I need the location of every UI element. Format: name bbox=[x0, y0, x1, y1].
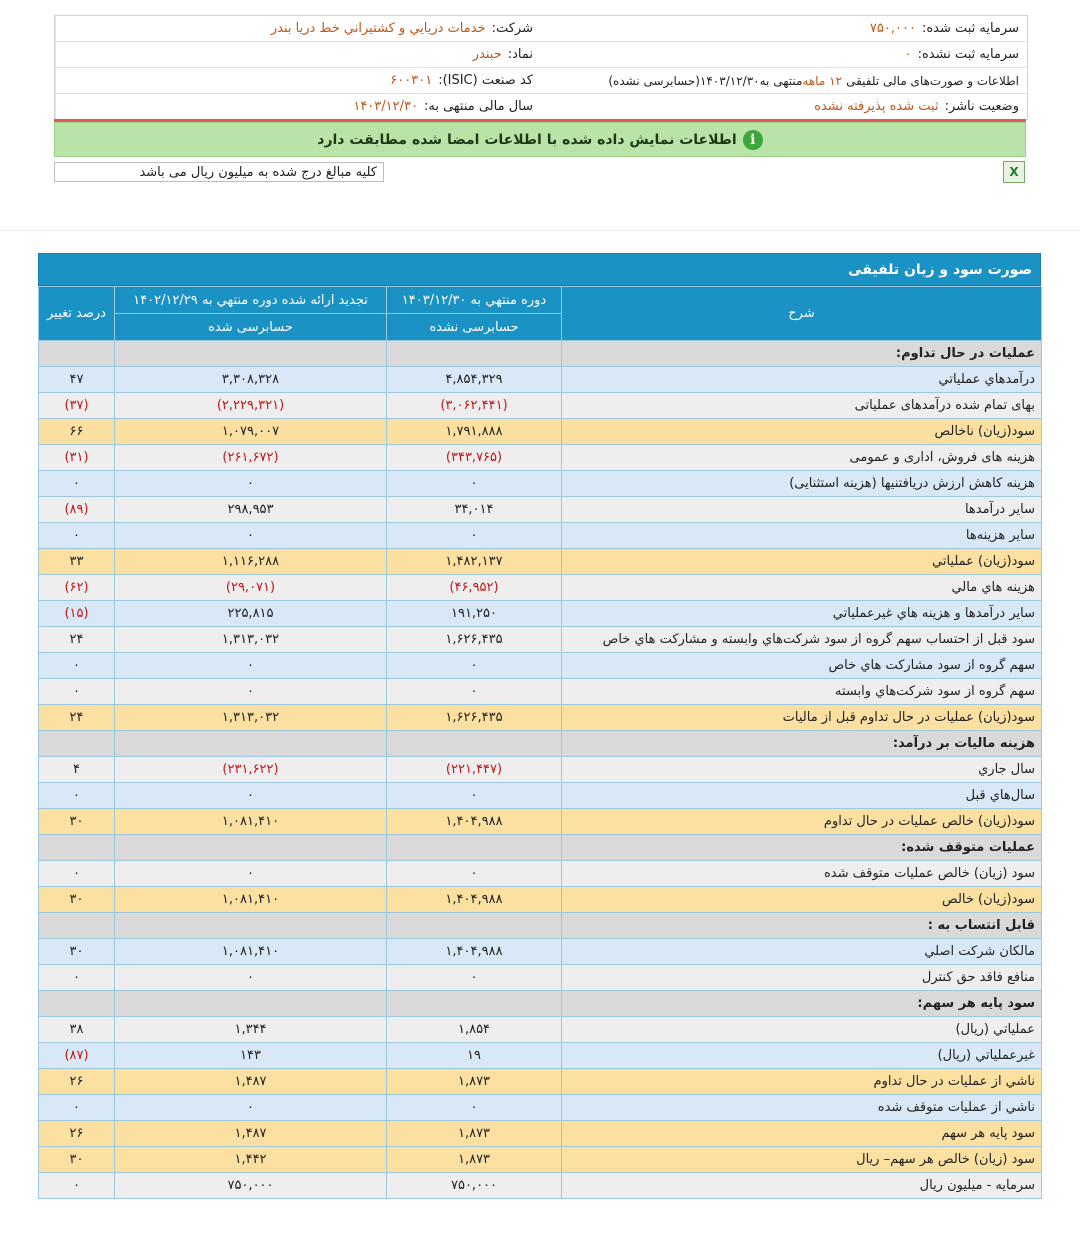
row-previous-value: ۱,۳۴۴ bbox=[115, 1017, 387, 1043]
row-previous-value: ۱,۰۸۱,۴۱۰ bbox=[115, 887, 387, 913]
row-change-percent: ۳۰ bbox=[39, 887, 115, 913]
section-header-row bbox=[39, 341, 1042, 367]
row-previous-value: ۱,۰۸۱,۴۱۰ bbox=[115, 939, 387, 965]
table-row bbox=[39, 809, 1042, 835]
report-description-cell bbox=[541, 68, 1027, 93]
row-current-value: (۳,۰۶۲,۴۴۱) bbox=[387, 393, 562, 419]
row-current-value: ۱,۸۷۳ bbox=[387, 1121, 562, 1147]
row-change-percent: (۳۱) bbox=[39, 445, 115, 471]
table-row bbox=[39, 1069, 1042, 1095]
row-description: سود پايه هر سهم bbox=[562, 1121, 1042, 1147]
section-header-row bbox=[39, 913, 1042, 939]
row-previous-value: ۰ bbox=[115, 783, 387, 809]
row-description: سهم گروه از سود مشارکت هاي خاص bbox=[562, 653, 1042, 679]
row-previous-value: ۰ bbox=[115, 1095, 387, 1121]
row-description: سال جاري bbox=[562, 757, 1042, 783]
row-change-percent: ۲۶ bbox=[39, 1069, 115, 1095]
symbol-value[interactable]: حبندر bbox=[472, 47, 502, 62]
row-description: سود(زيان) خالص عمليات در حال تداوم bbox=[562, 809, 1042, 835]
row-change-percent: ۳۰ bbox=[39, 809, 115, 835]
row-change-percent: ۰ bbox=[39, 523, 115, 549]
table-row bbox=[39, 861, 1042, 887]
header-change-percent: درصد تغییر bbox=[39, 287, 115, 341]
header-previous-period: تجدید ارائه شده دوره منتهي به ۱۴۰۲/۱۲/۲۹ bbox=[115, 287, 387, 314]
row-change-percent: (۸۷) bbox=[39, 1043, 115, 1069]
row-current-value: ۰ bbox=[387, 653, 562, 679]
row-previous-value: ۱,۴۸۷ bbox=[115, 1121, 387, 1147]
row-previous-value: ۰ bbox=[115, 471, 387, 497]
row-current-value: ۰ bbox=[387, 679, 562, 705]
row-description: منافع فاقد حق کنترل bbox=[562, 965, 1042, 991]
row-previous-value bbox=[115, 835, 387, 861]
excel-icon-glyph: X bbox=[1009, 165, 1019, 179]
info-row-isic bbox=[55, 68, 1027, 94]
row-previous-value: (۲۶۱,۶۷۲) bbox=[115, 445, 387, 471]
row-change-percent bbox=[39, 341, 115, 367]
row-current-value bbox=[387, 835, 562, 861]
isic-label: کد صنعت (ISIC): bbox=[438, 73, 533, 88]
row-change-percent: ۰ bbox=[39, 1173, 115, 1199]
row-previous-value: ۰ bbox=[115, 861, 387, 887]
row-previous-value: ۱,۳۱۳,۰۳۲ bbox=[115, 627, 387, 653]
row-previous-value: ۱,۰۷۹,۰۰۷ bbox=[115, 419, 387, 445]
table-row bbox=[39, 1121, 1042, 1147]
header-current-audit-status: حسابرسی نشده bbox=[387, 314, 562, 341]
row-description: عمليات در حال تداوم: bbox=[562, 341, 1042, 367]
company-info-box bbox=[54, 15, 1028, 120]
row-description: سود (زيان) خالص هر سهم– ريال bbox=[562, 1147, 1042, 1173]
row-description: بهای تمام شده درآمدهای عملیاتی bbox=[562, 393, 1042, 419]
info-row-symbol bbox=[55, 42, 1027, 68]
table-row bbox=[39, 783, 1042, 809]
symbol-cell bbox=[55, 42, 541, 67]
capital-registered-value: ۷۵۰,۰۰۰ bbox=[869, 21, 916, 36]
row-previous-value: (۲۳۱,۶۲۲) bbox=[115, 757, 387, 783]
row-current-value: ۰ bbox=[387, 1095, 562, 1121]
row-previous-value: ۰ bbox=[115, 653, 387, 679]
table-row bbox=[39, 965, 1042, 991]
row-description: سود(زيان) عمليات در حال تداوم قبل از ماليات bbox=[562, 705, 1042, 731]
row-description: سود قبل از احتساب سهم گروه از سود شرکت‌هاي وابسته و مشارکت هاي خاص bbox=[562, 627, 1042, 653]
row-current-value bbox=[387, 991, 562, 1017]
row-previous-value: ۱,۴۸۷ bbox=[115, 1069, 387, 1095]
row-description: مالکان شرکت اصلي bbox=[562, 939, 1042, 965]
company-cell bbox=[55, 16, 541, 41]
table-row bbox=[39, 393, 1042, 419]
row-change-percent: ۰ bbox=[39, 653, 115, 679]
row-description: سود (زيان) خالص عمليات متوقف شده bbox=[562, 861, 1042, 887]
row-description: غيرعملياتي (ريال) bbox=[562, 1043, 1042, 1069]
row-change-percent: (۸۹) bbox=[39, 497, 115, 523]
table-row bbox=[39, 939, 1042, 965]
row-previous-value bbox=[115, 341, 387, 367]
row-change-percent bbox=[39, 991, 115, 1017]
row-current-value: (۴۶,۹۵۲) bbox=[387, 575, 562, 601]
company-label: شرکت: bbox=[491, 21, 533, 36]
row-previous-value: ۷۵۰,۰۰۰ bbox=[115, 1173, 387, 1199]
row-description: سهم گروه از سود شرکت‌هاي وابسته bbox=[562, 679, 1042, 705]
row-current-value: ۱,۸۷۳ bbox=[387, 1069, 562, 1095]
report-title: صورت سود و زیان تلفیقی bbox=[38, 253, 1041, 286]
row-description: ناشي از عمليات متوقف شده bbox=[562, 1095, 1042, 1121]
report-description-period: ۱۲ ماهه bbox=[802, 73, 842, 88]
row-description: هزينه ماليات بر درآمد: bbox=[562, 731, 1042, 757]
row-description: سود(زيان) عملياتي bbox=[562, 549, 1042, 575]
capital-registered-cell bbox=[541, 16, 1027, 41]
row-description: هزينه هاي مالي bbox=[562, 575, 1042, 601]
table-row bbox=[39, 1095, 1042, 1121]
row-previous-value: ۱,۰۸۱,۴۱۰ bbox=[115, 809, 387, 835]
info-row-fiscal-year bbox=[55, 94, 1027, 119]
row-previous-value: ۳,۳۰۸,۳۲۸ bbox=[115, 367, 387, 393]
row-description: درآمدهاي عملياتي bbox=[562, 367, 1042, 393]
excel-icon[interactable] bbox=[1003, 161, 1025, 183]
income-statement-table bbox=[38, 286, 1042, 1199]
capital-unregistered-label: سرمایه ثبت نشده: bbox=[917, 47, 1019, 62]
section-header-row bbox=[39, 731, 1042, 757]
row-current-value: ۱,۷۹۱,۸۸۸ bbox=[387, 419, 562, 445]
row-description: سایر هزینه‌ها bbox=[562, 523, 1042, 549]
row-current-value: ۰ bbox=[387, 965, 562, 991]
row-previous-value: (۲,۲۲۹,۳۲۱) bbox=[115, 393, 387, 419]
row-current-value bbox=[387, 913, 562, 939]
row-change-percent: ۴ bbox=[39, 757, 115, 783]
capital-unregistered-cell bbox=[541, 42, 1027, 67]
fiscal-year-cell bbox=[55, 94, 541, 119]
row-change-percent: (۱۵) bbox=[39, 601, 115, 627]
row-change-percent: ۰ bbox=[39, 471, 115, 497]
row-current-value: ۱۹۱,۲۵۰ bbox=[387, 601, 562, 627]
row-change-percent: ۲۶ bbox=[39, 1121, 115, 1147]
row-previous-value: ۲۲۵,۸۱۵ bbox=[115, 601, 387, 627]
table-row bbox=[39, 887, 1042, 913]
row-change-percent: ۰ bbox=[39, 861, 115, 887]
report-description-status: (حسابرسی نشده) bbox=[608, 73, 700, 88]
row-current-value bbox=[387, 731, 562, 757]
row-previous-value: ۱,۳۱۳,۰۳۲ bbox=[115, 705, 387, 731]
section-separator bbox=[0, 230, 1080, 231]
row-description: ساير درآمدها و هزينه هاي غيرعملياتي bbox=[562, 601, 1042, 627]
row-change-percent: ۳۳ bbox=[39, 549, 115, 575]
section-header-row bbox=[39, 991, 1042, 1017]
row-description: سود پايه هر سهم: bbox=[562, 991, 1042, 1017]
row-description: عمليات متوقف شده: bbox=[562, 835, 1042, 861]
row-description: سال‌هاي قبل bbox=[562, 783, 1042, 809]
table-row bbox=[39, 1017, 1042, 1043]
row-change-percent: ۴۷ bbox=[39, 367, 115, 393]
isic-value: ۶۰۰۳۰۱ bbox=[390, 73, 433, 88]
isic-cell bbox=[55, 68, 541, 93]
table-row bbox=[39, 523, 1042, 549]
report-description-date: ۱۴۰۳/۱۲/۳۰ bbox=[699, 73, 760, 88]
table-row bbox=[39, 367, 1042, 393]
table-row bbox=[39, 653, 1042, 679]
table-row bbox=[39, 1147, 1042, 1173]
row-description: سرمايه - ميليون ريال bbox=[562, 1173, 1042, 1199]
row-change-percent: ۲۴ bbox=[39, 705, 115, 731]
table-row bbox=[39, 445, 1042, 471]
row-change-percent: ۰ bbox=[39, 965, 115, 991]
row-previous-value: ۰ bbox=[115, 679, 387, 705]
row-current-value: ۱۹ bbox=[387, 1043, 562, 1069]
table-row bbox=[39, 497, 1042, 523]
row-change-percent: ۳۰ bbox=[39, 939, 115, 965]
table-row bbox=[39, 549, 1042, 575]
row-previous-value: ۰ bbox=[115, 965, 387, 991]
row-change-percent: ۳۸ bbox=[39, 1017, 115, 1043]
row-previous-value: ۰ bbox=[115, 523, 387, 549]
unit-note: کلیه مبالغ درج شده به میلیون ریال می باشد bbox=[54, 162, 384, 182]
report-description-pre: اطلاعات و صورت‌های مالی تلفیقی bbox=[846, 73, 1019, 88]
row-previous-value: ۱,۱۱۶,۲۸۸ bbox=[115, 549, 387, 575]
row-current-value: ۱,۴۰۴,۹۸۸ bbox=[387, 939, 562, 965]
row-change-percent: ۶۶ bbox=[39, 419, 115, 445]
row-description: قابل انتساب به : bbox=[562, 913, 1042, 939]
row-change-percent bbox=[39, 913, 115, 939]
row-previous-value bbox=[115, 991, 387, 1017]
company-value: خدمات دريايي و كشتيراني خط دريا بندر bbox=[270, 21, 486, 36]
fiscal-year-label: سال مالی منتهی به: bbox=[423, 99, 533, 114]
row-change-percent: ۰ bbox=[39, 783, 115, 809]
header-description: شرح bbox=[562, 287, 1042, 341]
row-change-percent: (۳۷) bbox=[39, 393, 115, 419]
row-description: هزینه های فروش، اداری و عمومی bbox=[562, 445, 1042, 471]
row-current-value: ۰ bbox=[387, 523, 562, 549]
verification-notice bbox=[54, 122, 1026, 157]
capital-registered-label: سرمایه ثبت شده: bbox=[921, 21, 1019, 36]
table-row bbox=[39, 705, 1042, 731]
row-current-value: ۱,۴۰۴,۹۸۸ bbox=[387, 887, 562, 913]
table-row bbox=[39, 679, 1042, 705]
table-row bbox=[39, 1173, 1042, 1199]
row-current-value bbox=[387, 341, 562, 367]
table-row bbox=[39, 757, 1042, 783]
row-description: سود(زيان) ناخالص bbox=[562, 419, 1042, 445]
row-current-value: ۱,۴۸۲,۱۳۷ bbox=[387, 549, 562, 575]
row-previous-value bbox=[115, 913, 387, 939]
publisher-status-value: ثبت شده پذیرفته نشده bbox=[814, 99, 939, 114]
symbol-label: نماد: bbox=[507, 47, 533, 62]
row-current-value: ۴,۸۵۴,۳۲۹ bbox=[387, 367, 562, 393]
income-statement bbox=[38, 253, 1041, 1199]
row-current-value: (۳۴۳,۷۶۵) bbox=[387, 445, 562, 471]
row-previous-value bbox=[115, 731, 387, 757]
publisher-status-cell bbox=[541, 94, 1027, 119]
report-description-post: منتهی به bbox=[759, 73, 803, 88]
row-change-percent: ۰ bbox=[39, 1095, 115, 1121]
row-current-value: ۱,۴۰۴,۹۸۸ bbox=[387, 809, 562, 835]
row-current-value: ۰ bbox=[387, 471, 562, 497]
row-current-value: ۱,۸۷۳ bbox=[387, 1147, 562, 1173]
row-description: هزینه کاهش ارزش دریافتنیها (هزینه استثنایی) bbox=[562, 471, 1042, 497]
row-current-value: ۰ bbox=[387, 783, 562, 809]
table-row bbox=[39, 575, 1042, 601]
row-change-percent bbox=[39, 731, 115, 757]
info-row-company bbox=[55, 16, 1027, 42]
row-previous-value: ۲۹۸,۹۵۳ bbox=[115, 497, 387, 523]
row-description: ناشي از عمليات در حال تداوم bbox=[562, 1069, 1042, 1095]
header-current-period: دوره منتهي به ۱۴۰۳/۱۲/۳۰ bbox=[387, 287, 562, 314]
table-row bbox=[39, 1043, 1042, 1069]
table-body bbox=[39, 341, 1042, 1199]
publisher-status-label: وضعیت ناشر: bbox=[944, 99, 1019, 114]
table-row bbox=[39, 419, 1042, 445]
info-icon: i bbox=[743, 130, 763, 150]
row-previous-value: ۱,۴۴۲ bbox=[115, 1147, 387, 1173]
header-previous-audit-status: حسابرسی شده bbox=[115, 314, 387, 341]
row-current-value: ۷۵۰,۰۰۰ bbox=[387, 1173, 562, 1199]
table-row bbox=[39, 471, 1042, 497]
row-description: سایر درآمدها bbox=[562, 497, 1042, 523]
table-row bbox=[39, 601, 1042, 627]
section-header-row bbox=[39, 835, 1042, 861]
row-previous-value: ۱۴۳ bbox=[115, 1043, 387, 1069]
row-current-value: (۲۲۱,۴۴۷) bbox=[387, 757, 562, 783]
verification-notice-text: اطلاعات نمایش داده شده با اطلاعات امضا شده مطابقت دارد bbox=[317, 131, 737, 148]
row-description: سود(زيان) خالص bbox=[562, 887, 1042, 913]
row-change-percent: ۲۴ bbox=[39, 627, 115, 653]
row-change-percent: ۰ bbox=[39, 679, 115, 705]
row-current-value: ۱,۶۲۶,۴۳۵ bbox=[387, 627, 562, 653]
row-current-value: ۱,۶۲۶,۴۳۵ bbox=[387, 705, 562, 731]
row-change-percent: (۶۲) bbox=[39, 575, 115, 601]
capital-unregistered-value: ۰ bbox=[904, 47, 912, 62]
row-current-value: ۱,۸۵۴ bbox=[387, 1017, 562, 1043]
row-current-value: ۰ bbox=[387, 861, 562, 887]
row-current-value: ۳۴,۰۱۴ bbox=[387, 497, 562, 523]
row-change-percent: ۳۰ bbox=[39, 1147, 115, 1173]
table-row bbox=[39, 627, 1042, 653]
fiscal-year-value: ۱۴۰۳/۱۲/۳۰ bbox=[353, 99, 418, 114]
row-change-percent bbox=[39, 835, 115, 861]
row-description: عملياتي (ريال) bbox=[562, 1017, 1042, 1043]
row-previous-value: (۲۹,۰۷۱) bbox=[115, 575, 387, 601]
